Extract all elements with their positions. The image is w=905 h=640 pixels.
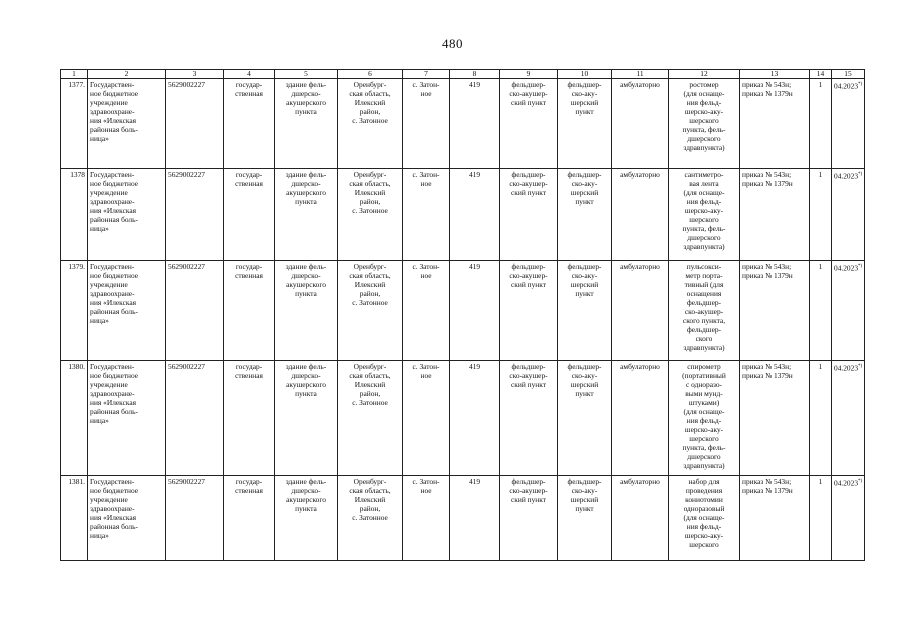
cell-code: 419 — [450, 79, 500, 169]
cell-date — [832, 261, 865, 361]
date-value: 04.2023 — [834, 81, 859, 91]
header-cell: 6 — [338, 70, 403, 79]
table-row — [61, 169, 865, 261]
cell-unit-type: фельдшер- ско-акушер- ский пункт — [500, 261, 558, 361]
cell-care: амбулаторно — [612, 261, 669, 361]
header-cell: 1 — [61, 70, 88, 79]
header-cell: 13 — [740, 70, 810, 79]
cell-inn: 5629002227 — [166, 361, 224, 476]
cell-inn: 5629002227 — [166, 261, 224, 361]
cell-date — [832, 361, 865, 476]
cell-num: 1378 — [61, 169, 88, 261]
cell-building: здание фель- дшерско- акушерского пункта — [275, 476, 338, 561]
footnote-mark: *) — [858, 82, 863, 87]
table-row — [61, 261, 865, 361]
cell-inn: 5629002227 — [166, 476, 224, 561]
cell-care: амбулаторно — [612, 169, 669, 261]
cell-building: здание фель- дшерско- акушерского пункта — [275, 169, 338, 261]
cell-unit-type: фельдшер- ско-акушер- ский пункт — [500, 169, 558, 261]
cell-unit-type: фельдшер- ско-акушер- ский пункт — [500, 79, 558, 169]
cell-date — [832, 169, 865, 261]
cell-qty: 1 — [810, 169, 832, 261]
cell-locality: с. Затон- ное — [403, 79, 450, 169]
cell-code: 419 — [450, 476, 500, 561]
cell-equipment: спирометр (портативный с одноразо- выми мунд- штуками) (для оснаще- ния фельд- шерско-аку- шерского пункта, фель- дшерского здравпункта) — [669, 361, 740, 476]
cell-ownership: государ- ственная — [224, 261, 275, 361]
cell-qty: 1 — [810, 261, 832, 361]
cell-building: здание фель- дшерско- акушерского пункта — [275, 361, 338, 476]
cell-qty: 1 — [810, 79, 832, 169]
header-cell: 2 — [88, 70, 166, 79]
cell-building: здание фель- дшерско- акушерского пункта — [275, 79, 338, 169]
cell-institution: Государствен- ное бюджетное учреждение здравоохране- ния «Илекская районная боль- ница» — [88, 79, 166, 169]
cell-equipment: сантиметро- вая лента (для оснаще- ния фельд- шерско-аку- шерского пункта, фель- дшерского здравпункта) — [669, 169, 740, 261]
header-cell: 3 — [166, 70, 224, 79]
cell-code: 419 — [450, 261, 500, 361]
cell-ownership: государ- ственная — [224, 79, 275, 169]
cell-qty: 1 — [810, 361, 832, 476]
date-value: 04.2023 — [834, 263, 859, 273]
header-row — [61, 70, 865, 79]
header-cell: 10 — [558, 70, 612, 79]
header-cell: 7 — [403, 70, 450, 79]
cell-code: 419 — [450, 361, 500, 476]
cell-unit-type2: фельдшер- ско-аку- шерский пункт — [558, 261, 612, 361]
date-value: 04.2023 — [834, 363, 859, 373]
cell-orders: приказ № 543н; приказ № 1379н — [740, 261, 810, 361]
table-row — [61, 361, 865, 476]
cell-unit-type2: фельдшер- ско-аку- шерский пункт — [558, 169, 612, 261]
cell-ownership: государ- ственная — [224, 361, 275, 476]
cell-address: Оренбург- ская область, Илекский район, с. Затонное — [338, 79, 403, 169]
table-row — [61, 476, 865, 561]
cell-inn: 5629002227 — [166, 169, 224, 261]
cell-date — [832, 79, 865, 169]
cell-date — [832, 476, 865, 561]
header-cell: 12 — [669, 70, 740, 79]
cell-num: 1380. — [61, 361, 88, 476]
cell-unit-type2: фельдшер- ско-аку- шерский пункт — [558, 361, 612, 476]
cell-unit-type2: фельдшер- ско-аку- шерский пункт — [558, 476, 612, 561]
header-cell: 8 — [450, 70, 500, 79]
cell-orders: приказ № 543н; приказ № 1379н — [740, 169, 810, 261]
cell-ownership: государ- ственная — [224, 476, 275, 561]
cell-code: 419 — [450, 169, 500, 261]
footnote-mark: *) — [858, 364, 863, 369]
cell-equipment: пульсокси- метр порта- тивный (для оснащения фельдшер- ско-акушер- ского пункта, фельдшер- ского здравпункта) — [669, 261, 740, 361]
cell-locality: с. Затон- ное — [403, 361, 450, 476]
cell-unit-type: фельдшер- ско-акушер- ский пункт — [500, 361, 558, 476]
cell-locality: с. Затон- ное — [403, 261, 450, 361]
header-cell: 9 — [500, 70, 558, 79]
cell-orders: приказ № 543н; приказ № 1379н — [740, 476, 810, 561]
header-cell: 4 — [224, 70, 275, 79]
cell-num: 1377. — [61, 79, 88, 169]
cell-institution: Государствен- ное бюджетное учреждение здравоохране- ния «Илекская районная боль- ница» — [88, 261, 166, 361]
cell-orders: приказ № 543н; приказ № 1379н — [740, 79, 810, 169]
cell-care: амбулаторно — [612, 476, 669, 561]
cell-equipment: набор для проведения кониотомии одноразовый (для оснаще- ния фельд- шерско-аку- шерского — [669, 476, 740, 561]
cell-address: Оренбург- ская область, Илекский район, с. Затонное — [338, 476, 403, 561]
cell-ownership: государ- ственная — [224, 169, 275, 261]
cell-institution: Государствен- ное бюджетное учреждение здравоохране- ния «Илекская районная боль- ница» — [88, 476, 166, 561]
page-number: 480 — [442, 36, 463, 51]
equipment-table — [60, 69, 865, 561]
header-cell: 14 — [810, 70, 832, 79]
cell-unit-type2: фельдшер- ско-аку- шерский пункт — [558, 79, 612, 169]
cell-num: 1379. — [61, 261, 88, 361]
table-row — [61, 79, 865, 169]
cell-institution: Государствен- ное бюджетное учреждение здравоохране- ния «Илекская районная боль- ница» — [88, 361, 166, 476]
cell-address: Оренбург- ская область, Илекский район, с. Затонное — [338, 361, 403, 476]
cell-address: Оренбург- ская область, Илекский район, с. Затонное — [338, 261, 403, 361]
footnote-mark: *) — [858, 479, 863, 484]
cell-building: здание фель- дшерско- акушерского пункта — [275, 261, 338, 361]
footnote-mark: *) — [858, 172, 863, 177]
date-value: 04.2023 — [834, 478, 859, 488]
cell-qty: 1 — [810, 476, 832, 561]
footnote-mark: *) — [858, 264, 863, 269]
cell-care: амбулаторно — [612, 361, 669, 476]
cell-locality: с. Затон- ное — [403, 476, 450, 561]
cell-orders: приказ № 543н; приказ № 1379н — [740, 361, 810, 476]
cell-equipment: ростомер (для оснаще- ния фельд- шерско-аку- шерского пункта, фель- дшерского здравпункта) — [669, 79, 740, 169]
header-cell: 11 — [612, 70, 669, 79]
cell-num: 1381. — [61, 476, 88, 561]
cell-locality: с. Затон- ное — [403, 169, 450, 261]
header-cell: 15 — [832, 70, 865, 79]
cell-address: Оренбург- ская область, Илекский район, с. Затонное — [338, 169, 403, 261]
cell-inn: 5629002227 — [166, 79, 224, 169]
cell-unit-type: фельдшер- ско-акушер- ский пункт — [500, 476, 558, 561]
date-value: 04.2023 — [834, 171, 859, 181]
header-cell: 5 — [275, 70, 338, 79]
cell-institution: Государствен- ное бюджетное учреждение здравоохране- ния «Илекская районная боль- ница» — [88, 169, 166, 261]
cell-care: амбулаторно — [612, 79, 669, 169]
